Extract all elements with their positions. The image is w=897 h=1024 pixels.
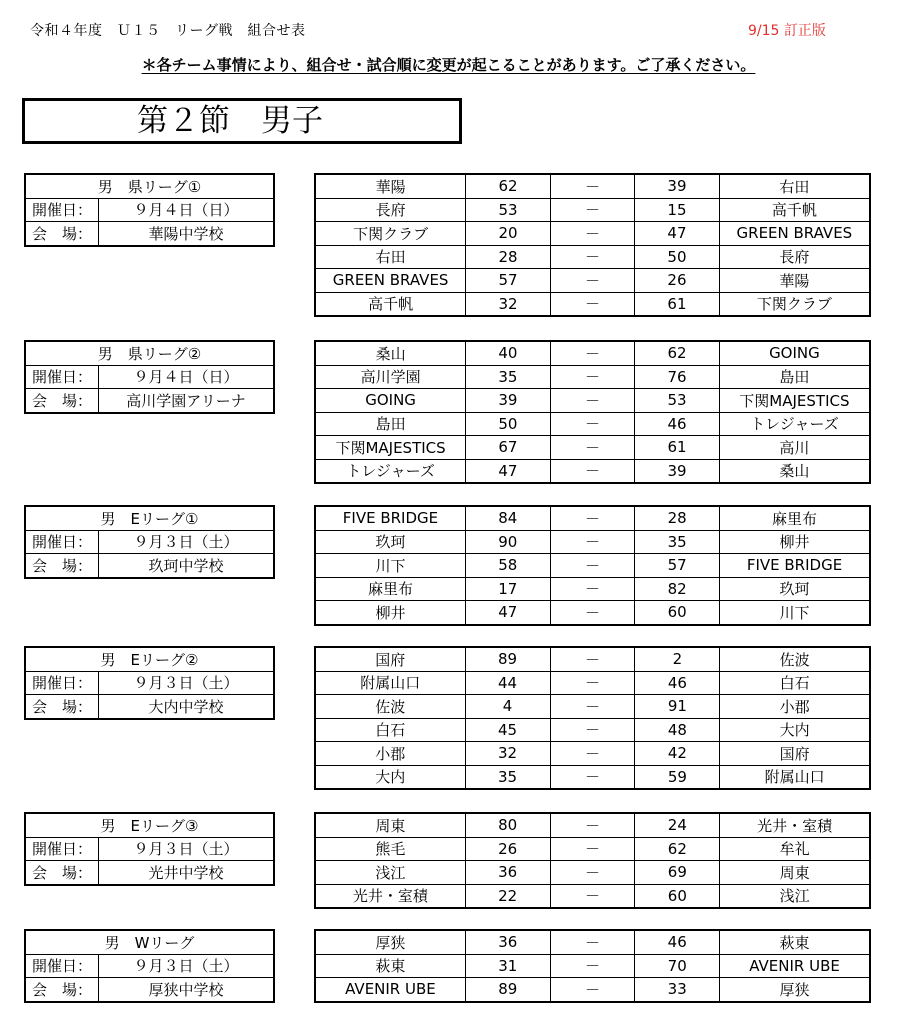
away-team: 華陽 <box>719 269 870 293</box>
away-score: 60 <box>635 884 720 908</box>
home-score: 89 <box>465 647 550 671</box>
away-score: 2 <box>635 647 720 671</box>
venue-label: 会 場： <box>25 978 99 1002</box>
league-info-table <box>24 929 275 1003</box>
home-team: 高川学園 <box>315 365 466 389</box>
game-row <box>315 412 870 436</box>
game-row <box>315 174 870 198</box>
league-venue: 華陽中学校 <box>99 222 275 246</box>
league-date: ９月３日（土） <box>99 954 275 978</box>
home-team: 大内 <box>315 765 465 789</box>
away-score: 91 <box>635 695 720 719</box>
away-score: 35 <box>635 530 720 554</box>
home-score: 58 <box>465 554 550 578</box>
away-score: 42 <box>635 742 720 766</box>
game-row <box>315 554 870 578</box>
score-dash: － <box>550 365 635 389</box>
game-row <box>315 530 870 554</box>
game-row <box>315 861 870 885</box>
home-team: 高千帆 <box>315 292 466 316</box>
score-dash: － <box>550 198 634 222</box>
home-score: 47 <box>465 601 550 625</box>
home-team: 柳井 <box>315 601 465 625</box>
away-team: 右田 <box>719 174 870 198</box>
date-label: 開催日： <box>25 671 99 695</box>
home-score: 4 <box>465 695 550 719</box>
games-table <box>314 929 871 1003</box>
away-team: 佐波 <box>720 647 870 671</box>
away-team: 光井・室積 <box>720 813 870 837</box>
home-score: 89 <box>465 978 550 1002</box>
away-team: 周東 <box>720 861 870 885</box>
game-row <box>315 671 870 695</box>
league-date: ９月３日（土） <box>99 671 275 695</box>
league-info-table <box>24 340 275 414</box>
home-score: 57 <box>466 269 551 293</box>
change-notice <box>0 54 897 75</box>
document-title: 令和４年度 Ｕ１５ リーグ戦 組合せ表 <box>30 23 306 39</box>
away-score: 47 <box>635 222 720 246</box>
game-row <box>315 601 870 625</box>
game-row <box>315 813 870 837</box>
date-label: 開催日： <box>25 837 99 861</box>
home-score: 22 <box>465 884 550 908</box>
home-score: 17 <box>465 577 550 601</box>
away-team: FIVE BRIDGE <box>720 554 870 578</box>
league-date: ９月３日（土） <box>99 530 275 554</box>
home-team: トレジャーズ <box>315 459 466 483</box>
home-score: 36 <box>465 930 550 954</box>
league-name: 男 Eリーグ③ <box>25 813 274 837</box>
home-team: 下関MAJESTICS <box>315 436 466 460</box>
league-info-table <box>24 812 275 886</box>
league-info-table <box>24 173 275 247</box>
home-team: AVENIR UBE <box>315 978 465 1002</box>
score-dash: － <box>550 647 635 671</box>
score-dash: － <box>550 506 635 530</box>
league-date: ９月３日（土） <box>99 837 275 861</box>
away-team: 附属山口 <box>720 765 870 789</box>
games-table <box>314 646 871 790</box>
league-venue: 大内中学校 <box>99 695 275 719</box>
away-team: トレジャーズ <box>719 412 870 436</box>
date-label: 開催日： <box>25 954 99 978</box>
away-team: 川下 <box>720 601 870 625</box>
score-dash: － <box>550 341 635 365</box>
away-team: 白石 <box>720 671 870 695</box>
league-name: 男 県リーグ① <box>25 174 274 198</box>
away-team: 玖珂 <box>720 577 870 601</box>
home-team: 萩東 <box>315 954 465 978</box>
venue-label: 会 場： <box>25 695 99 719</box>
home-team: 国府 <box>315 647 465 671</box>
date-label: 開催日： <box>25 530 99 554</box>
game-row <box>315 436 870 460</box>
away-score: 53 <box>635 389 720 413</box>
away-score: 60 <box>635 601 720 625</box>
away-team: 下関クラブ <box>719 292 870 316</box>
date-label: 開催日： <box>25 365 99 389</box>
league-date: ９月４日（日） <box>99 365 275 389</box>
home-score: 84 <box>465 506 550 530</box>
score-dash: － <box>550 554 635 578</box>
home-team: 玖珂 <box>315 530 465 554</box>
game-row <box>315 577 870 601</box>
away-team: 島田 <box>719 365 870 389</box>
home-team: 佐波 <box>315 695 465 719</box>
away-team: 萩東 <box>720 930 870 954</box>
away-score: 82 <box>635 577 720 601</box>
league-name: 男 Wリーグ <box>25 930 274 954</box>
league-name: 男 Eリーグ① <box>25 506 274 530</box>
revision-label: 9/15 訂正版 <box>748 23 826 39</box>
score-dash: － <box>550 954 635 978</box>
score-dash: － <box>550 222 634 246</box>
home-team: 長府 <box>315 198 466 222</box>
score-dash: － <box>550 530 635 554</box>
home-team: GREEN BRAVES <box>315 269 466 293</box>
away-team: 柳井 <box>720 530 870 554</box>
game-row <box>315 837 870 861</box>
venue-label: 会 場： <box>25 389 99 413</box>
home-team: 桑山 <box>315 341 466 365</box>
venue-label: 会 場： <box>25 861 99 885</box>
away-score: 62 <box>635 837 720 861</box>
score-dash: － <box>550 577 635 601</box>
away-team: 麻里布 <box>720 506 870 530</box>
away-team: 牟礼 <box>720 837 870 861</box>
away-score: 24 <box>635 813 720 837</box>
score-dash: － <box>550 978 635 1002</box>
away-score: 76 <box>635 365 720 389</box>
home-score: 50 <box>466 412 551 436</box>
score-dash: － <box>550 389 635 413</box>
away-score: 48 <box>635 718 720 742</box>
away-team: 浅江 <box>720 884 870 908</box>
home-score: 32 <box>466 292 551 316</box>
home-team: 周東 <box>315 813 465 837</box>
score-dash: － <box>550 292 634 316</box>
league-date: ９月４日（日） <box>99 198 275 222</box>
games-table <box>314 340 871 484</box>
home-score: 35 <box>465 765 550 789</box>
home-score: 32 <box>465 742 550 766</box>
home-team: 厚狭 <box>315 930 465 954</box>
home-score: 45 <box>465 718 550 742</box>
home-score: 36 <box>465 861 550 885</box>
home-score: 44 <box>465 671 550 695</box>
away-score: 46 <box>635 671 720 695</box>
away-team: 下関MAJESTICS <box>719 389 870 413</box>
away-score: 57 <box>635 554 720 578</box>
league-venue: 光井中学校 <box>99 861 275 885</box>
away-score: 46 <box>635 930 720 954</box>
home-team: 附属山口 <box>315 671 465 695</box>
score-dash: － <box>550 245 634 269</box>
away-team: 高川 <box>719 436 870 460</box>
away-score: 26 <box>635 269 720 293</box>
home-score: 35 <box>466 365 551 389</box>
league-venue: 厚狭中学校 <box>99 978 275 1002</box>
game-row <box>315 742 870 766</box>
home-team: GOING <box>315 389 466 413</box>
game-row <box>315 222 870 246</box>
league-info-table <box>24 505 275 579</box>
score-dash: － <box>550 742 635 766</box>
away-score: 33 <box>635 978 720 1002</box>
score-dash: － <box>550 412 635 436</box>
away-score: 62 <box>635 341 720 365</box>
home-score: 39 <box>466 389 551 413</box>
away-team: GREEN BRAVES <box>719 222 870 246</box>
score-dash: － <box>550 813 635 837</box>
home-team: 華陽 <box>315 174 466 198</box>
game-row <box>315 365 870 389</box>
away-score: 69 <box>635 861 720 885</box>
home-team: 光井・室積 <box>315 884 465 908</box>
score-dash: － <box>550 174 634 198</box>
home-team: 川下 <box>315 554 465 578</box>
home-score: 80 <box>465 813 550 837</box>
home-score: 67 <box>466 436 551 460</box>
away-team: 小郡 <box>720 695 870 719</box>
away-score: 61 <box>635 436 720 460</box>
home-score: 53 <box>466 198 551 222</box>
league-name: 男 Eリーグ② <box>25 647 274 671</box>
away-score: 59 <box>635 765 720 789</box>
game-row <box>315 292 870 316</box>
game-row <box>315 765 870 789</box>
league-info-table <box>24 646 275 720</box>
away-team: 国府 <box>720 742 870 766</box>
change-notice-text: ＊各チーム事情により、組合せ・試合順に変更が起こることがあります。ご了承ください。 <box>141 56 756 74</box>
home-score: 26 <box>465 837 550 861</box>
away-score: 50 <box>635 245 720 269</box>
home-score: 62 <box>466 174 551 198</box>
game-row <box>315 930 870 954</box>
away-score: 15 <box>635 198 720 222</box>
home-score: 31 <box>465 954 550 978</box>
game-row <box>315 459 870 483</box>
game-row <box>315 269 870 293</box>
away-team: GOING <box>719 341 870 365</box>
score-dash: － <box>550 671 635 695</box>
home-score: 20 <box>466 222 551 246</box>
games-table <box>314 505 871 626</box>
game-row <box>315 884 870 908</box>
league-venue: 高川学園アリーナ <box>99 389 275 413</box>
away-score: 39 <box>635 174 720 198</box>
score-dash: － <box>550 695 635 719</box>
venue-label: 会 場： <box>25 222 99 246</box>
score-dash: － <box>550 436 635 460</box>
away-team: AVENIR UBE <box>720 954 870 978</box>
score-dash: － <box>550 837 635 861</box>
away-score: 61 <box>635 292 720 316</box>
home-team: 麻里布 <box>315 577 465 601</box>
game-row <box>315 198 870 222</box>
game-row <box>315 695 870 719</box>
game-row <box>315 389 870 413</box>
game-row <box>315 978 870 1002</box>
away-team: 長府 <box>719 245 870 269</box>
league-name: 男 県リーグ② <box>25 341 274 365</box>
home-score: 40 <box>466 341 551 365</box>
home-team: 下関クラブ <box>315 222 466 246</box>
home-score: 90 <box>465 530 550 554</box>
away-score: 46 <box>635 412 720 436</box>
home-team: FIVE BRIDGE <box>315 506 465 530</box>
away-team: 厚狭 <box>720 978 870 1002</box>
game-row <box>315 506 870 530</box>
home-team: 島田 <box>315 412 466 436</box>
away-team: 大内 <box>720 718 870 742</box>
score-dash: － <box>550 269 634 293</box>
venue-label: 会 場： <box>25 554 99 578</box>
score-dash: － <box>550 765 635 789</box>
game-row <box>315 647 870 671</box>
league-venue: 玖珂中学校 <box>99 554 275 578</box>
games-table <box>314 173 871 317</box>
score-dash: － <box>550 930 635 954</box>
games-table <box>314 812 871 909</box>
home-score: 47 <box>466 459 551 483</box>
home-team: 右田 <box>315 245 466 269</box>
home-team: 熊毛 <box>315 837 465 861</box>
date-label: 開催日： <box>25 198 99 222</box>
score-dash: － <box>550 459 635 483</box>
home-team: 白石 <box>315 718 465 742</box>
away-score: 39 <box>635 459 720 483</box>
game-row <box>315 954 870 978</box>
away-team: 桑山 <box>719 459 870 483</box>
home-score: 28 <box>466 245 551 269</box>
section-title: 第２節 男子 <box>22 98 462 144</box>
home-team: 浅江 <box>315 861 465 885</box>
game-row <box>315 245 870 269</box>
score-dash: － <box>550 884 635 908</box>
game-row <box>315 341 870 365</box>
score-dash: － <box>550 718 635 742</box>
away-team: 高千帆 <box>719 198 870 222</box>
game-row <box>315 718 870 742</box>
away-score: 28 <box>635 506 720 530</box>
away-score: 70 <box>635 954 720 978</box>
score-dash: － <box>550 601 635 625</box>
home-team: 小郡 <box>315 742 465 766</box>
score-dash: － <box>550 861 635 885</box>
